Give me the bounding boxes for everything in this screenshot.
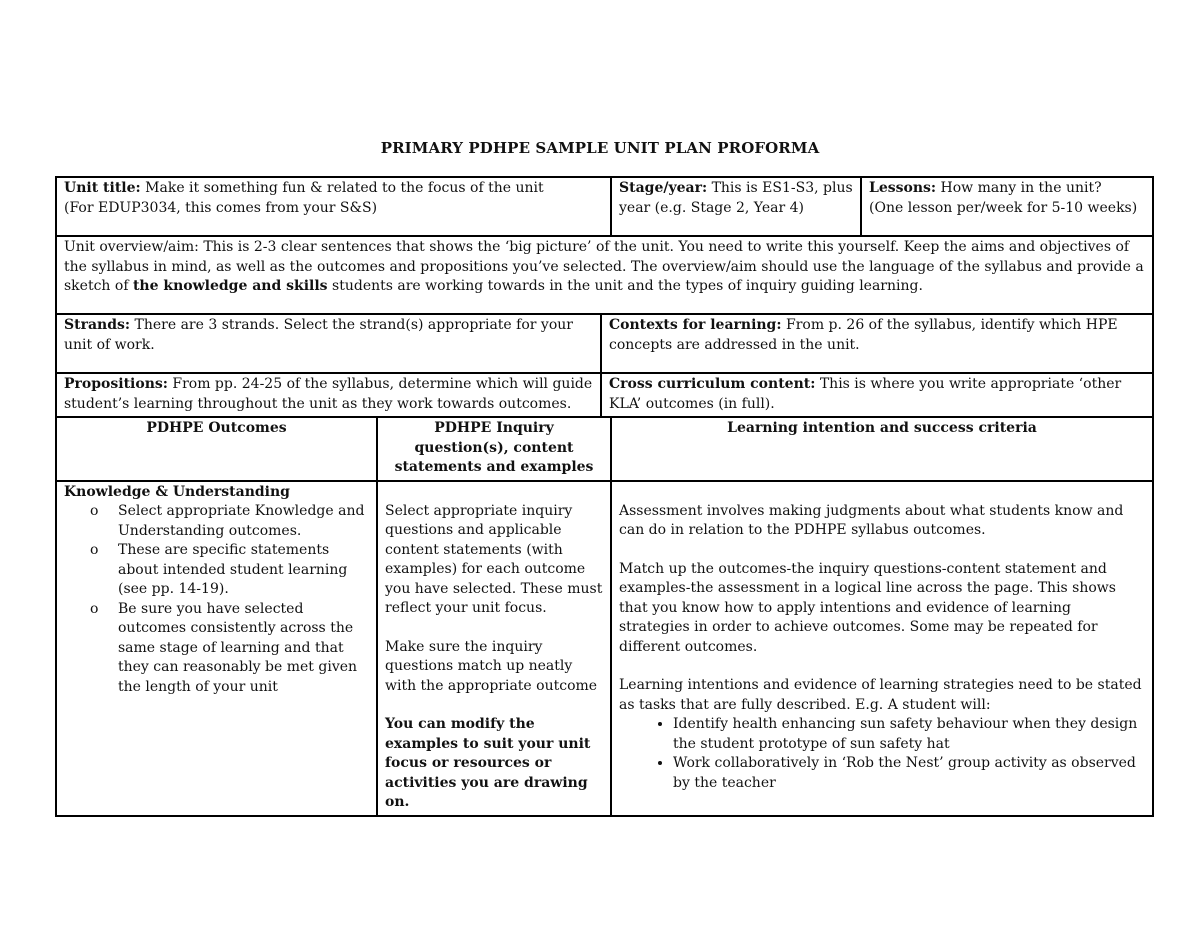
overview-row (56, 236, 1153, 314)
outcomes-list-item: o These are specific statements about intended student learning (see pp. 14-19). (118, 541, 369, 600)
cross-curriculum-text: This is where you write appropriate ‘other KLA’ outcomes (in full). (609, 376, 1122, 412)
contexts-cell (601, 314, 1153, 373)
inquiry-cell (377, 481, 611, 816)
outcomes-heading: Knowledge & Understanding (64, 483, 290, 500)
strands-text: There are 3 strands. Select the strand(s) appropriate for your unit of work. (64, 317, 573, 353)
inquiry-bold-paragraph: You can modify the examples to suit your unit focus or resources or activities you are drawing on. (385, 716, 591, 810)
lessons-label: Lessons: (869, 180, 937, 196)
learning-paragraph: Learning intentions and evidence of learning strategies need to be stated as tasks that are fully described. E.g. A student will: (619, 677, 1142, 713)
cross-curriculum-cell (601, 373, 1153, 417)
overview-text-end: students are working towards in the unit and the types of inquiry guiding learning. (327, 278, 923, 294)
lessons-text: How many in the unit? (940, 180, 1102, 196)
unit-info-row (56, 177, 1153, 236)
learning-cell (611, 481, 1153, 816)
contexts-text: From p. 26 of the syllabus, identify which HPE concepts are addressed in the unit. (609, 317, 1118, 353)
overview-cell (56, 236, 1153, 314)
learning-list-item: • Work collaboratively in ‘Rob the Nest’ group activity as observed by the teacher (673, 754, 1145, 793)
propositions-cell (56, 373, 601, 417)
outcomes-list-item: o Select appropriate Knowledge and Understanding outcomes. (118, 502, 369, 541)
stage-year-text: This is ES1-S3, plus year (e.g. Stage 2, Year 4) (619, 180, 853, 216)
column-header-row (56, 417, 1153, 481)
strands-cell (56, 314, 601, 373)
overview-bold-text: the knowledge and skills (132, 278, 328, 294)
learning-paragraph: Assessment involves making judgments about what students know and can do in relation to the PDHPE syllabus outcomes. (619, 502, 1124, 538)
learning-list-item: • Identify health enhancing sun safety behaviour when they design the student prototype of sun safety hat (673, 715, 1145, 754)
unit-title-note: (For EDUP3034, this comes from your S&S) (64, 199, 378, 216)
inquiry-paragraph: Select appropriate inquiry questions and applicable content statements (with examples) for each outcome you have selected. These must reflect your unit focus. (385, 502, 603, 616)
learning-paragraph: Match up the outcomes-the inquiry questions-content statement and examples-the assessment in a logical line across the page. This shows that you know how to apply intentions and evidence of learning strategies in order to achieve outcomes. Some may be repeated for different outcomes. (619, 560, 1116, 655)
stage-year-label: Stage/year: (619, 180, 708, 196)
outcomes-cell (56, 481, 377, 816)
outcomes-column-header: PDHPE Outcomes (56, 417, 377, 481)
overview-text: Unit overview/aim: This is 2-3 clear sentences that shows the ‘big picture’ of the unit. You need to write this yourself. Keep the aims and objectives of the syllabus in mind, as well as the outcomes and propositions you’ve selected. The overview/aim should use the language of the syllabus and provide a sketch of (64, 239, 1144, 294)
propositions-text: From pp. 24-25 of the syllabus, determine which will guide student’s learning throughout the unit as they work towards outcomes. (64, 376, 593, 412)
learning-column-header: Learning intention and success criteria (611, 417, 1153, 481)
unit-title-cell (56, 177, 611, 236)
lessons-note: (One lesson per/week for 5-10 weeks) (869, 199, 1138, 216)
outcomes-list-item: o Be sure you have selected outcomes consistently across the same stage of learning and that they can reasonably be met given the length of your unit (118, 600, 369, 698)
propositions-label: Propositions: (64, 376, 168, 392)
unit-title-label: Unit title: (64, 180, 141, 196)
strands-row (56, 314, 1153, 373)
cross-curriculum-label: Cross curriculum content: (609, 376, 816, 392)
propositions-row (56, 373, 1153, 417)
stage-year-cell (611, 177, 861, 236)
lessons-cell (861, 177, 1153, 236)
content-row (56, 481, 1153, 816)
page-title: PRIMARY PDHPE SAMPLE UNIT PLAN PROFORMA (380, 139, 820, 157)
contexts-label: Contexts for learning: (609, 317, 782, 333)
inquiry-column-header: PDHPE Inquiry question(s), content statements and examples (377, 417, 611, 481)
inquiry-paragraph: Make sure the inquiry questions match up neatly with the appropriate outcome (385, 638, 598, 694)
unit-title-text: Make it something fun & related to the focus of the unit (145, 180, 544, 196)
learning-list (619, 715, 1145, 793)
outcomes-list (64, 502, 369, 697)
strands-label: Strands: (64, 317, 131, 333)
unit-plan-table (55, 176, 1154, 817)
